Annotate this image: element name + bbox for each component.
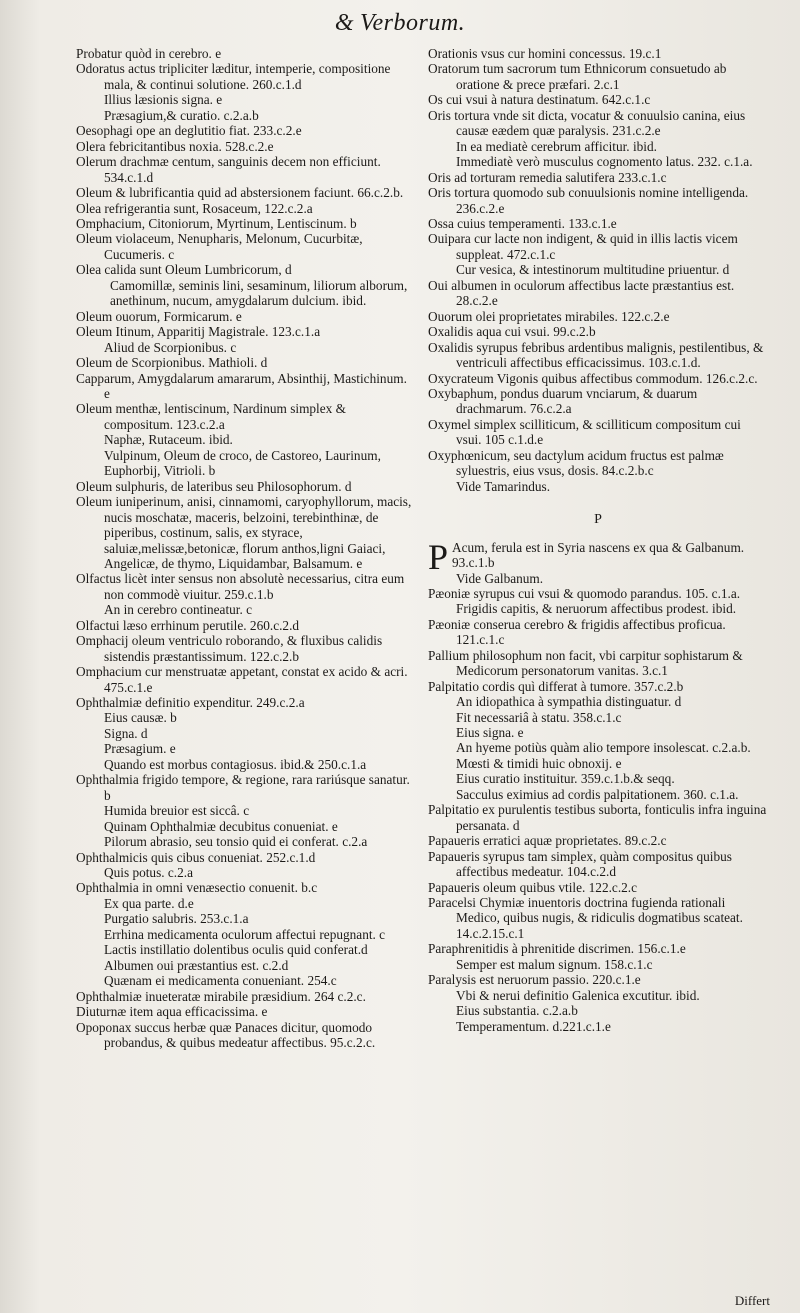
- entry-text: Olea refrigerantia sunt, Rosaceum, 122.c.2.a: [76, 200, 313, 216]
- entry-text: Ophthalmiæ definitio expenditur. 249.c.2.a: [76, 695, 305, 711]
- entry-text: Purgatio salubris. 253.c.1.a: [104, 911, 249, 927]
- entry-text: Paracelsi Chymiæ inuentoris doctrina fugienda rationali Medico, quibus nugis, & ridiculis dogmatibus scateat. 14.c.2.15.c.1: [428, 895, 743, 941]
- index-entry: [76, 834, 416, 849]
- entry-text: Temperamentum. d.221.c.1.e: [456, 1018, 611, 1034]
- entry-text: Oleum Itinum, Apparitij Magistrale. 123.c.1.a: [76, 324, 321, 340]
- index-entry: [428, 571, 768, 586]
- entry-text: Omphacium cur menstruatæ appetant, constat ex acido & acri. 475.c.1.e: [76, 664, 408, 695]
- entry-text: Ouorum olei proprietates mirabiles. 122.c.2.e: [428, 308, 670, 324]
- index-entry: [76, 123, 416, 138]
- index-entry: [428, 895, 768, 941]
- index-entry: [428, 154, 768, 169]
- index-entry: [76, 741, 416, 756]
- entry-text: Eius causæ. b: [104, 710, 177, 726]
- index-entry: [76, 911, 416, 926]
- index-entry: [76, 571, 416, 602]
- index-entry: [428, 972, 768, 987]
- index-entry: [76, 989, 416, 1004]
- index-entry: [76, 865, 416, 880]
- entry-text: Omphacij oleum ventriculo roborando, & fluxibus calidis sistendis præstantissimum. 122.c.2.b: [76, 633, 383, 664]
- entry-text: Frigidis capitis, & neruorum affectibus prodest. ibid.: [456, 601, 737, 617]
- entry-text: Oleum & lubrificantia quid ad abstersionem faciunt. 66.c.2.b.: [76, 185, 404, 201]
- index-entry: [428, 309, 768, 324]
- entry-text: Oleum ouorum, Formicarum. e: [76, 308, 242, 324]
- index-entry: [76, 819, 416, 834]
- index-entry: [428, 849, 768, 880]
- entry-text: Olfactus licèt inter sensus non absolutè necessarius, citra eum non commodè viuitur. 259.c.1.b: [76, 571, 405, 602]
- entry-text: Naphæ, Rutaceum. ibid.: [104, 432, 233, 448]
- header-title: Verborum.: [360, 10, 466, 36]
- entry-text: Olera febricitantibus noxia. 528.c.2.e: [76, 138, 274, 154]
- index-entry: [76, 448, 416, 479]
- left-column: [76, 46, 416, 1050]
- entry-text: Ossa cuius temperamenti. 133.c.1.e: [428, 215, 617, 231]
- index-entry: [428, 740, 768, 755]
- entry-text: Palpitatio ex purulentis testibus suborta, fonticulis infra inguina persanata. d: [428, 802, 767, 833]
- index-entry: [76, 958, 416, 973]
- drop-capital: P: [428, 536, 449, 577]
- entry-text: Humida breuior est siccâ. c: [104, 803, 250, 819]
- entry-text: Paraphrenitidis à phrenitide discrimen. 156.c.1.e: [428, 941, 686, 957]
- entry-text: Præsagium,& curatio. c.2.a.b: [104, 107, 259, 123]
- entry-text: Oris tortura quomodo sub conuulsionis nomine intelligenda. 236.c.2.e: [428, 185, 749, 216]
- index-entry: [76, 278, 416, 309]
- right-column: [428, 46, 768, 1034]
- index-entry: [76, 494, 416, 571]
- index-entry: [428, 601, 768, 616]
- entry-text: Signa. d: [104, 725, 148, 741]
- entry-text: Olfactui læso errhinum perutile. 260.c.2.d: [76, 617, 300, 633]
- index-entry: [428, 802, 768, 833]
- entry-text: Quænam ei medicamenta conueniant. 254.c: [104, 973, 337, 989]
- entry-text: Oxalidis aqua cui vsui. 99.c.2.b: [428, 324, 596, 340]
- entry-text: Oesophagi ope an deglutitio fiat. 233.c.2.e: [76, 123, 302, 139]
- index-entry-first-p: [428, 536, 768, 577]
- index-entry: [428, 771, 768, 786]
- index-entry: [428, 386, 768, 417]
- index-entry: [428, 108, 768, 139]
- index-entry: [428, 92, 768, 107]
- entry-text: Odoratus actus tripliciter læditur, intemperie, compositione mala, & continui solutione. 260.c.1.d: [76, 61, 391, 92]
- entry-text: Vbi & nerui definitio Galenica excutitur. ibid.: [456, 987, 700, 1003]
- entry-text: Oleum sulphuris, de lateribus seu Philosophorum. d: [76, 478, 352, 494]
- entry-text: Oleum violaceum, Nenupharis, Melonum, Cucurbitæ, Cucumeris. c: [76, 231, 363, 262]
- entry-text: Vulpinum, Oleum de croco, de Castoreo, Laurinum, Euphorbij, Vitrioli. b: [104, 447, 381, 479]
- index-entry: [76, 803, 416, 818]
- entry-text: An idiopathica à sympathia distinguatur. d: [456, 694, 682, 710]
- entry-text: Vide Tamarindus.: [456, 478, 551, 494]
- index-entry: [76, 340, 416, 355]
- index-entry: [428, 880, 768, 895]
- entry-text: Immediatè verò musculus cognomento latus. 232. c.1.a.: [456, 154, 753, 170]
- index-entry: [76, 710, 416, 725]
- index-entry: [76, 880, 416, 895]
- index-entry: [76, 850, 416, 865]
- entry-text: Paralysis est neruorum passio. 220.c.1.e: [428, 972, 641, 988]
- index-entry: [428, 756, 768, 771]
- index-entry: [428, 371, 768, 386]
- entry-text: Pallium philosophum non facit, vbi carpitur sophistarum & Medicorum personatorum vanitas. 3.c.1: [428, 647, 743, 679]
- index-entry: [428, 231, 768, 262]
- entry-text: Oxymel simplex scilliticum, & scilliticum compositum cui vsui. 105 c.1.d.e: [428, 416, 741, 448]
- index-entry: [76, 216, 416, 231]
- entry-text: Opoponax succus herbæ quæ Panaces dicitur, quomodo probandus, & quibus medeatur affectibus. 95.c.2.c.: [76, 1019, 376, 1050]
- entry-text: Illius læsionis signa. e: [104, 92, 223, 108]
- index-entry: [428, 216, 768, 231]
- index-entry: [76, 726, 416, 741]
- index-entry: [76, 1004, 416, 1019]
- index-entry: [428, 1019, 768, 1034]
- index-entry: [428, 46, 768, 61]
- entry-text: Papaueris erratici aquæ proprietates. 89.c.2.c: [428, 833, 667, 849]
- index-entry: [76, 942, 416, 957]
- entry-text: Pæoniæ syrupus cui vsui & quomodo parandus. 105. c.1.a.: [428, 585, 741, 601]
- entry-text: Ophthalmia in omni venæsectio conuenit. b.c: [76, 880, 318, 896]
- index-entry: [76, 633, 416, 664]
- entry-text: Errhina medicamenta oculorum affectui repugnant. c: [104, 926, 386, 942]
- index-entry: [428, 185, 768, 216]
- index-entry: [428, 340, 768, 371]
- index-entry: [76, 479, 416, 494]
- entry-text: Quinam Ophthalmiæ decubitus conueniat. e: [104, 818, 338, 834]
- catchword: Differt: [734, 1293, 770, 1308]
- entry-text: Præsagium. e: [104, 741, 176, 757]
- entry-text: Omphacium, Citoniorum, Myrtinum, Lentiscinum. b: [76, 215, 357, 231]
- entry-text: Quando est morbus contagiosus. ibid.& 250.c.1.a: [104, 756, 367, 772]
- index-entry: [428, 617, 768, 648]
- entry-text: Oleum iuniperinum, anisi, cinnamomi, caryophyllorum, macis, nucis moschatæ, maceris, belzoini, terebinthinæ, de piperibus, costinum, salis, ex styrace, saluiæ,melissæ,betonicæ, florum anthos,ligni Gaiaci, Angelicæ, de thymo, Liquidambar, Balsamum. e: [76, 494, 412, 571]
- index-entry: [76, 108, 416, 123]
- index-entry: [428, 448, 768, 479]
- index-entry: [428, 679, 768, 694]
- index-entry: [428, 61, 768, 92]
- entry-text: Acum, ferula est in Syria nascens ex qua & Galbanum. 93.c.1.b: [452, 539, 745, 571]
- index-entry: [428, 787, 768, 802]
- entry-text: Oris ad torturam remedia salutifera 233.c.1.c: [428, 169, 667, 185]
- entry-text: Oleum menthæ, lentiscinum, Nardinum simplex & compositum. 123.c.2.a: [76, 401, 346, 432]
- entry-text: Capparum, Amygdalarum amararum, Absinthij, Mastichinum. e: [76, 370, 407, 401]
- index-entry: [76, 432, 416, 447]
- entry-text: Aliud de Scorpionibus. c: [104, 339, 237, 355]
- index-entry: [428, 324, 768, 339]
- index-entry: [428, 262, 768, 277]
- index-entry: [76, 262, 416, 277]
- index-entry: [428, 833, 768, 848]
- index-entry: [76, 309, 416, 324]
- index-entry: [428, 710, 768, 725]
- entry-text: Probatur quòd in cerebro. e: [76, 46, 222, 61]
- entry-text: Oxyphœnicum, seu dactylum acidum fructus est palmæ syluestris, eius vsus, dosis. 84.c.2.b.c: [428, 447, 724, 479]
- entry-text: Oxycrateum Vigonis quibus affectibus commodum. 126.c.2.c.: [428, 370, 758, 386]
- entry-text: Eius signa. e: [456, 725, 524, 741]
- entry-text: Ophthalmicis quis cibus conueniat. 252.c.1.d: [76, 849, 316, 865]
- index-entry: [428, 139, 768, 154]
- index-entry: [76, 772, 416, 803]
- entry-text: Orationis vsus cur homini concessus. 19.c.1: [428, 46, 662, 61]
- index-entry: [76, 973, 416, 988]
- index-entry: [428, 479, 768, 494]
- index-entry: [76, 355, 416, 370]
- entry-text: Oris tortura vnde sit dicta, vocatur & conuulsio canina, eius causæ eædem quæ paralysis. 231.c.2.e: [428, 107, 746, 139]
- entry-text: Fit necessariâ à statu. 358.c.1.c: [456, 709, 622, 725]
- entry-text: Vide Galbanum.: [456, 570, 544, 586]
- index-entry: [428, 957, 768, 972]
- index-entry: [76, 401, 416, 432]
- entry-text: Os cui vsui à natura destinatum. 642.c.1.c: [428, 92, 651, 108]
- index-entry: [76, 695, 416, 710]
- entry-text: Ophthalmia frigido tempore, & regione, rara rariúsque sanatur. b: [76, 772, 410, 803]
- header-ampersand: &: [334, 10, 354, 36]
- index-entry: [76, 324, 416, 339]
- index-entry: [428, 648, 768, 679]
- entry-text: Palpitatio cordis quì differat à tumore. 357.c.2.b: [428, 678, 684, 694]
- index-entry: [428, 586, 768, 601]
- index-p-entries: [428, 571, 768, 1035]
- index-entry: [428, 725, 768, 740]
- entry-text: Oxalidis syrupus febribus ardentibus malignis, pestilentibus, & ventriculi affectibus efficacissimus. 103.c.1.d.: [428, 339, 764, 371]
- entry-text: Oratorum tum sacrorum tum Ethnicorum consuetudo ab oratione & prece præfari. 2.c.1: [428, 61, 727, 92]
- index-o-continued: [428, 46, 768, 494]
- entry-text: Ouipara cur lacte non indigent, & quid in illis lactis vicem suppleat. 472.c.1.c: [428, 231, 738, 262]
- entry-text: Olea calida sunt Oleum Lumbricorum, d: [76, 262, 292, 278]
- index-entry: [428, 278, 768, 309]
- index-entry: [76, 371, 416, 402]
- index-entry: [428, 988, 768, 1003]
- entry-text: Oui albumen in oculorum affectibus lacte præstantius est. 28.c.2.e: [428, 277, 735, 309]
- index-entry: [76, 46, 416, 61]
- index-entry: [76, 61, 416, 92]
- entry-text: An hyeme potiùs quàm alio tempore insolescat. c.2.a.b.: [456, 740, 751, 756]
- index-entry: [76, 201, 416, 216]
- index-entry: [428, 941, 768, 956]
- index-entry: [76, 757, 416, 772]
- index-entry: [428, 417, 768, 448]
- index-entry: [428, 694, 768, 709]
- entry-text: Papaueris oleum quibus vtile. 122.c.2.c: [428, 879, 638, 895]
- index-entry: [76, 92, 416, 107]
- index-entry: [76, 618, 416, 633]
- index-entry: [76, 664, 416, 695]
- index-entry: [76, 896, 416, 911]
- entry-text: Pæoniæ conserua cerebro & frigidis affectibus proficua. 121.c.1.c: [428, 616, 726, 648]
- entry-text: In ea mediatè cerebrum afficitur. ibid.: [456, 138, 657, 154]
- entry-text: Camomillæ, seminis lini, sesaminum, liliorum alborum, anethinum, nucum, amygdalarum dulcium. ibid.: [110, 277, 408, 309]
- entry-text: Semper est malum signum. 158.c.1.c: [456, 956, 653, 972]
- entry-text: Eius curatio instituitur. 359.c.1.b.& seqq.: [456, 771, 675, 787]
- entry-text: An in cerebro contineatur. c: [104, 602, 253, 618]
- index-entry: [428, 1003, 768, 1018]
- entry-text: Ex qua parte. d.e: [104, 895, 194, 911]
- index-entry: [76, 139, 416, 154]
- index-entry: [76, 231, 416, 262]
- entry-text: Eius substantia. c.2.a.b: [456, 1003, 578, 1019]
- index-entry: [428, 170, 768, 185]
- entry-text: Sacculus eximius ad cordis palpitationem. 360. c.1.a.: [456, 786, 739, 802]
- entry-text: Diuturnæ item aqua efficacissima. e: [76, 1004, 268, 1020]
- entry-text: Albumen oui præstantius est. c.2.d: [104, 957, 289, 973]
- index-entry: [76, 1020, 416, 1051]
- entry-text: Ophthalmiæ inueteratæ mirabile præsidium. 264 c.2.c.: [76, 988, 366, 1004]
- entry-text: Oxybaphum, pondus duarum vnciarum, & duarum drachmarum. 76.c.2.a: [428, 385, 698, 417]
- index-entry: [76, 927, 416, 942]
- index-entry: [76, 185, 416, 200]
- entry-text: Papaueris syrupus tam simplex, quàm compositus quibus affectibus medeatur. 104.c.2.d: [428, 848, 732, 880]
- entry-text: Olerum drachmæ centum, sanguinis decem non efficiunt. 534.c.1.d: [76, 154, 381, 185]
- entry-text: Oleum de Scorpionibus. Mathioli. d: [76, 355, 268, 371]
- entry-text: Quis potus. c.2.a: [104, 865, 194, 881]
- entry-text: Cur vesica, & intestinorum multitudine priuentur. d: [456, 262, 730, 278]
- index-entry: [76, 154, 416, 185]
- section-letter: P: [594, 512, 602, 528]
- running-header: [0, 10, 800, 37]
- entry-text: Pilorum abrasio, seu tonsio quid ei conferat. c.2.a: [104, 834, 368, 850]
- entry-text: Mœsti & timidi huic obnoxij. e: [456, 755, 622, 771]
- index-entry: [76, 602, 416, 617]
- entry-text: Lactis instillatio dolentibus oculis quid conferat.d: [104, 942, 368, 958]
